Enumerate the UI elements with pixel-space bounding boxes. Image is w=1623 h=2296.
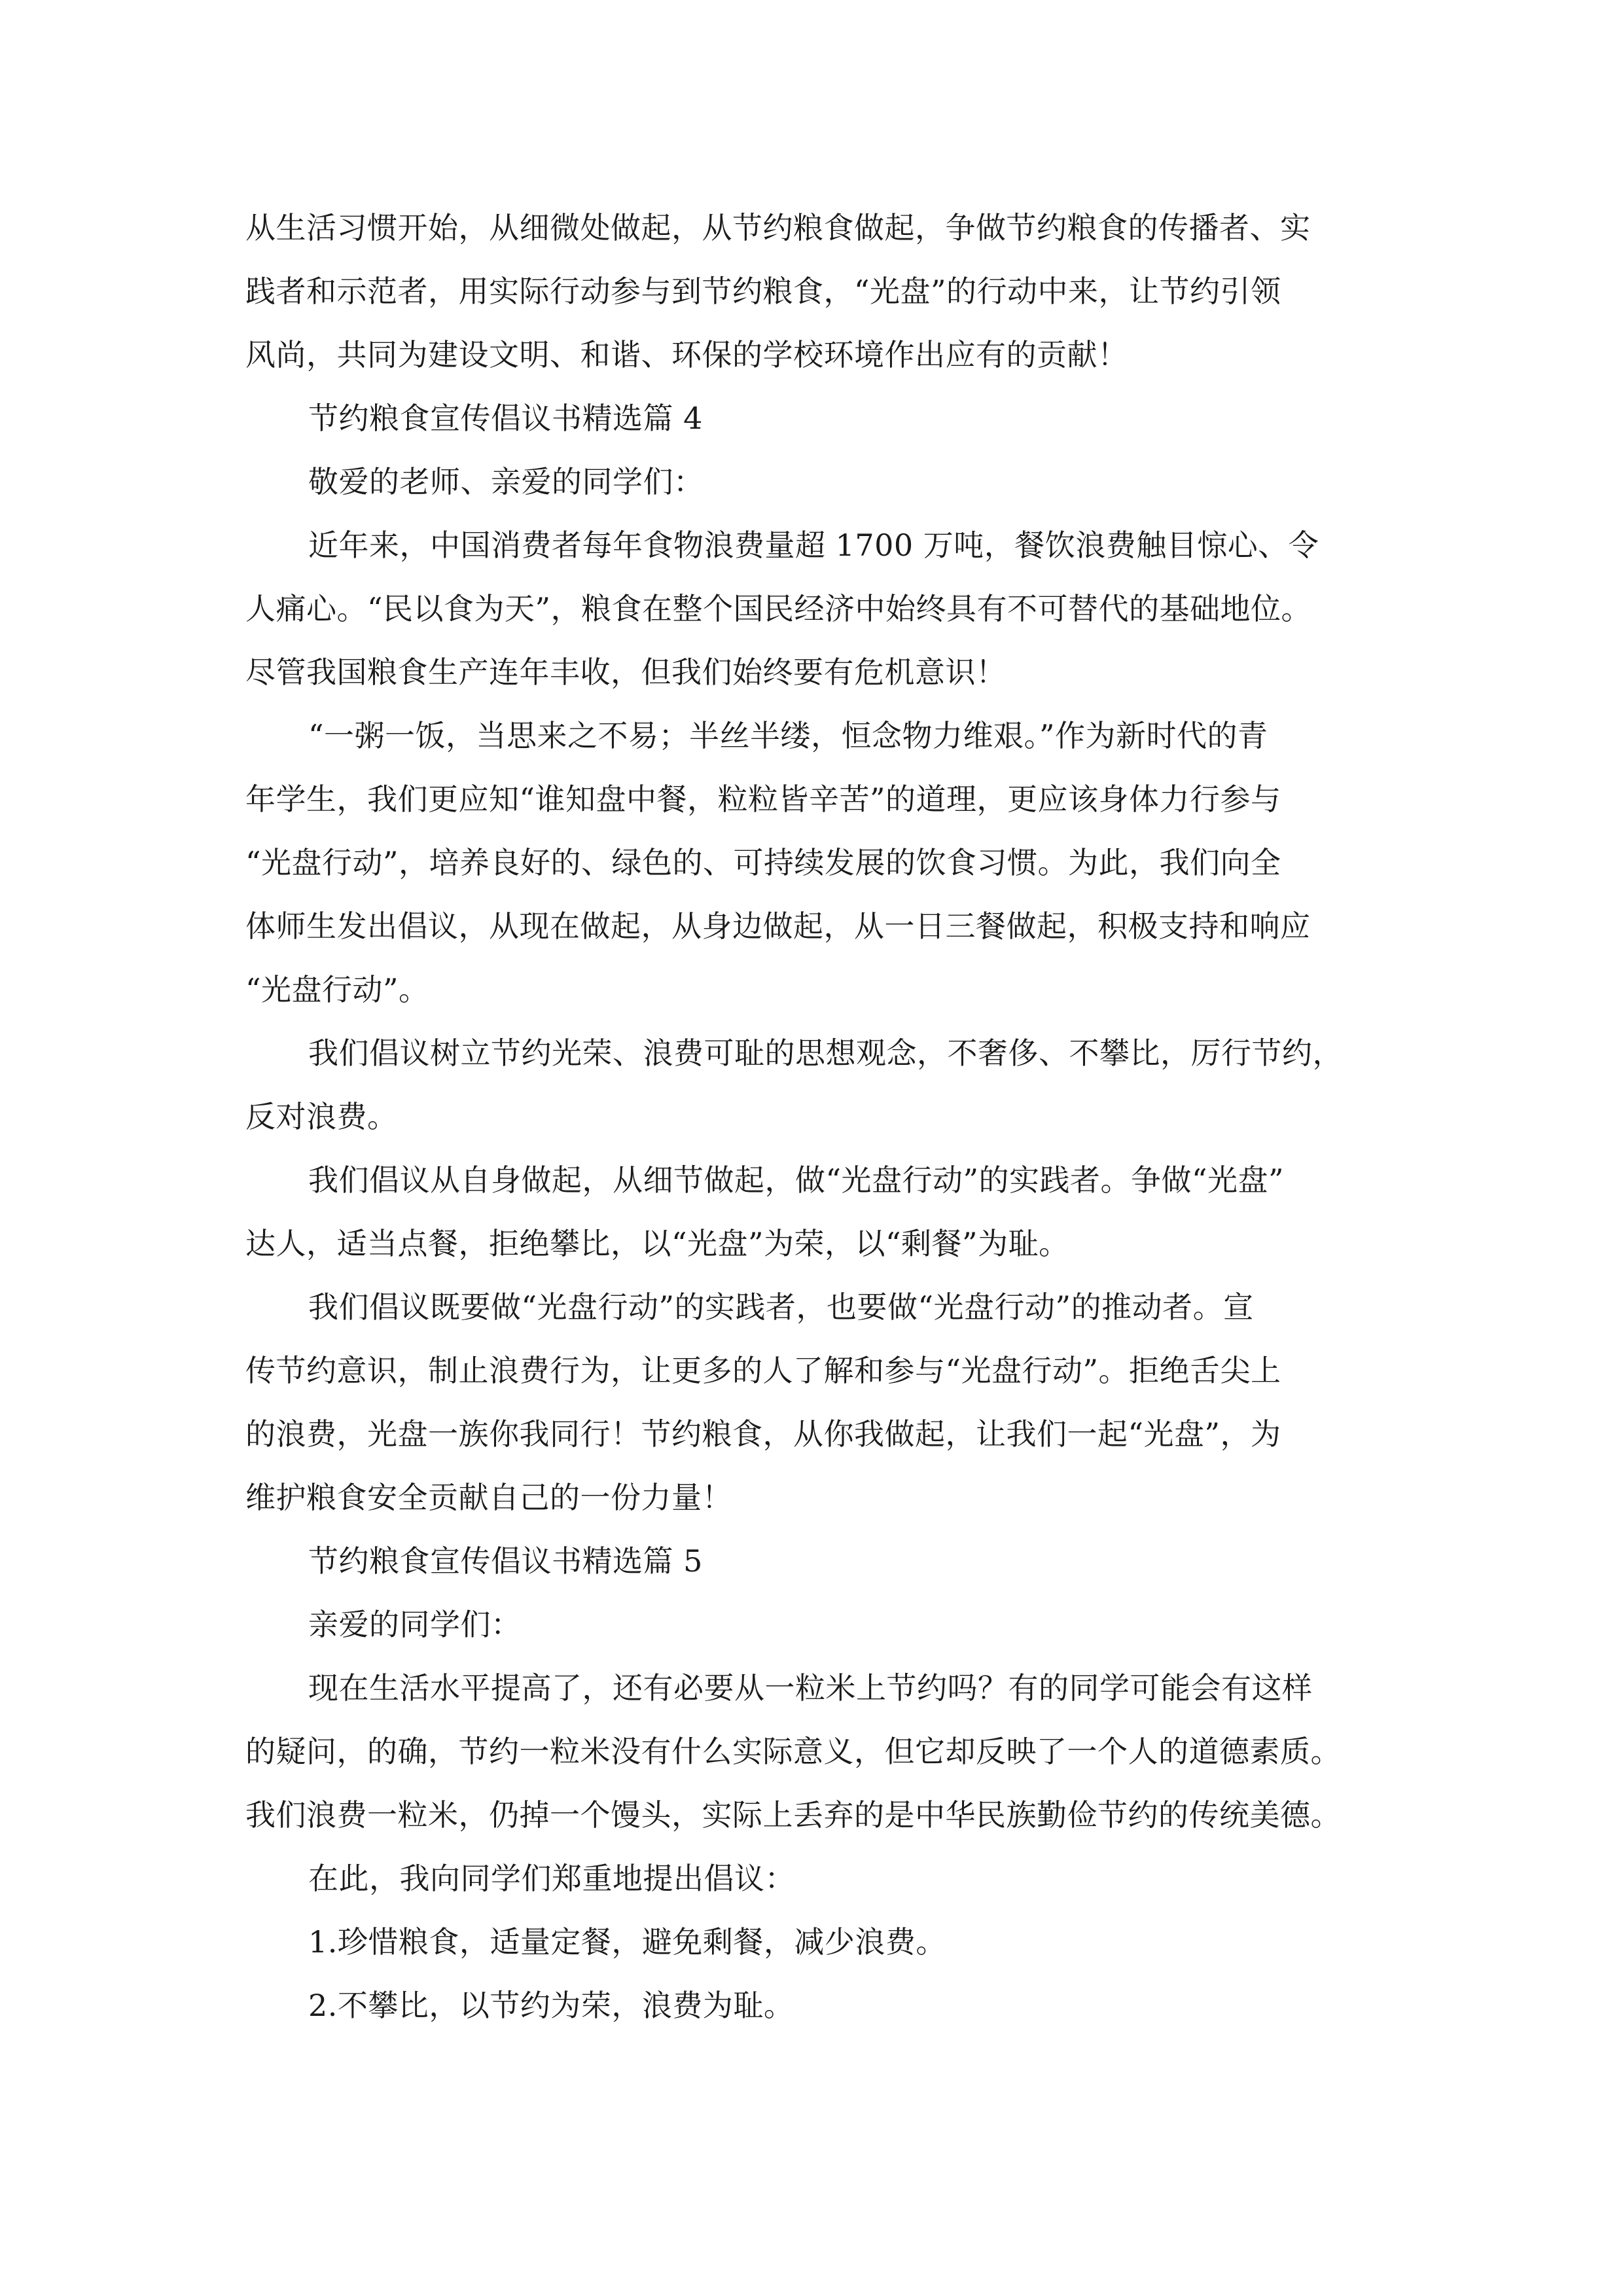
text-line: 年学生，我们更应知“谁知盘中餐，粒粒皆辛苦”的道理，更应该身体力行参与 — [245, 781, 1281, 817]
text-line: 我们倡议树立节约光荣、浪费可耻的思想观念，不奢侈、不攀比，厉行节约， — [308, 1035, 1343, 1071]
paragraph — [245, 1657, 1384, 1847]
list-item — [245, 1910, 1384, 1974]
text-line: 体师生发出倡议，从现在做起，从身边做起，从一日三餐做起，积极支持和响应 — [245, 908, 1311, 944]
section-heading — [245, 1530, 1384, 1593]
text-line: 反对浪费。 — [245, 1099, 398, 1134]
text-line: “光盘行动”。 — [245, 972, 429, 1007]
text-line: 从生活习惯开始，从细微处做起，从节约粮食做起，争做节约粮食的传播者、实 — [245, 210, 1311, 245]
text-line: 达人，适当点餐，拒绝攀比，以“光盘”为荣，以“剩餐”为耻。 — [245, 1226, 1069, 1261]
list-item-text: 1.珍惜粮食，适量定餐，避免剩餐，减少浪费。 — [308, 1924, 946, 1960]
heading-line: 节约粮食宣传倡议书精选篇 5 — [308, 1543, 703, 1579]
text-line: 风尚，共同为建设文明、和谐、环保的学校环境作出应有的贡献！ — [245, 337, 1128, 372]
paragraph — [245, 704, 1384, 1022]
text-line: 传节约意识，制止浪费行为，让更多的人了解和参与“光盘行动”。拒绝舌尖上 — [245, 1353, 1281, 1388]
text-line: 的浪费，光盘一族你我同行！节约粮食，从你我做起，让我们一起“光盘”，为 — [245, 1416, 1281, 1452]
paragraph — [245, 514, 1384, 704]
text-line: 尽管我国粮食生产连年丰收，但我们始终要有危机意识！ — [245, 655, 1007, 690]
list-item — [245, 1974, 1384, 2037]
text-line: 我们倡议既要做“光盘行动”的实践者，也要做“光盘行动”的推动者。宣 — [308, 1289, 1254, 1325]
section-heading — [245, 387, 1384, 450]
paragraph — [245, 1276, 1384, 1530]
text-line: 近年来，中国消费者每年食物浪费量超 1700 万吨，餐饮浪费触目惊心、令 — [308, 528, 1319, 563]
heading-line: 节约粮食宣传倡议书精选篇 4 — [308, 401, 703, 436]
salutation — [245, 450, 1384, 514]
list-item-text: 2.不攀比，以节约为荣，浪费为耻。 — [308, 1988, 794, 2023]
paragraph — [245, 196, 1384, 387]
text-line: “光盘行动”，培养良好的、绿色的、可持续发展的饮食习惯。为此，我们向全 — [245, 845, 1281, 880]
salutation-line: 敬爱的老师、亲爱的同学们： — [308, 464, 704, 499]
salutation — [245, 1593, 1384, 1657]
paragraph — [245, 1847, 1384, 1910]
document-page — [245, 196, 1384, 2037]
text-line: 在此，我向同学们郑重地提出倡议： — [308, 1861, 795, 1896]
text-line: 维护粮食安全贡献自己的一份力量！ — [245, 1480, 732, 1515]
text-line: 现在生活水平提高了，还有必要从一粒米上节约吗？有的同学可能会有这样 — [308, 1670, 1313, 1706]
text-line: 我们浪费一粒米，仍掉一个馒头，实际上丢弃的是中华民族勤俭节约的传统美德。 — [245, 1797, 1341, 1833]
text-line: 践者和示范者，用实际行动参与到节约粮食，“光盘”的行动中来，让节约引领 — [245, 274, 1281, 309]
paragraph — [245, 1149, 1384, 1276]
salutation-line: 亲爱的同学们： — [308, 1607, 522, 1642]
text-line: 我们倡议从自身做起，从细节做起，做“光盘行动”的实践者。争做“光盘” — [308, 1162, 1285, 1198]
text-line: 的疑问，的确，节约一粒米没有什么实际意义，但它却反映了一个人的道德素质。 — [245, 1734, 1341, 1769]
paragraph — [245, 1022, 1384, 1149]
text-line: “一粥一饭，当思来之不易；半丝半缕，恒念物力维艰。”作为新时代的青 — [308, 718, 1268, 753]
text-line: 人痛心。“民以食为天”，粮食在整个国民经济中始终具有不可替代的基础地位。 — [245, 591, 1312, 626]
